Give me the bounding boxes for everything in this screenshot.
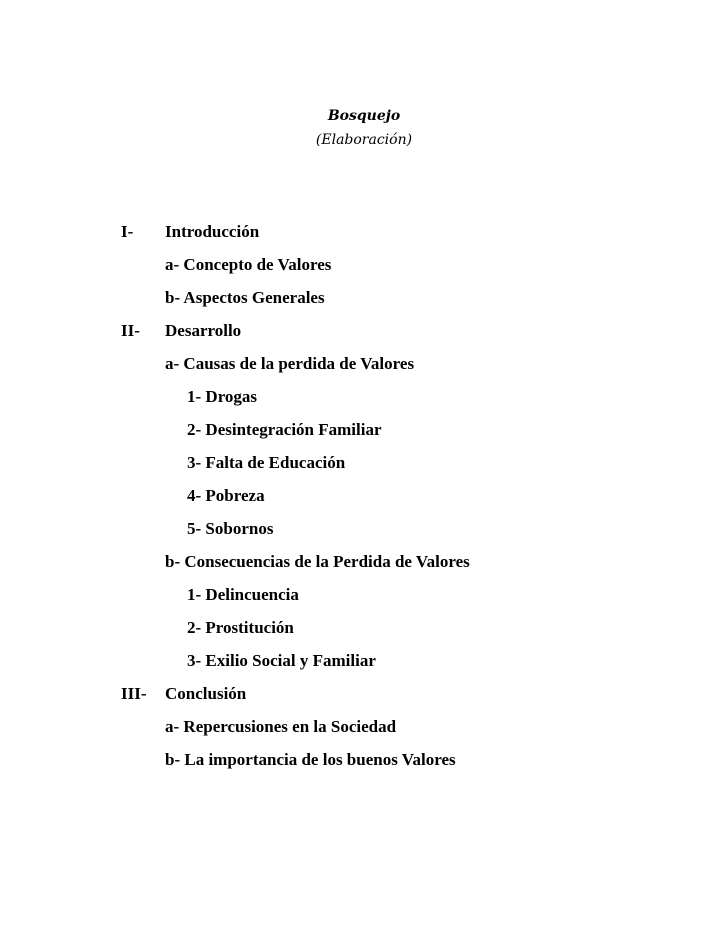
outline-subitem: 5- Sobornos (187, 519, 274, 538)
outline-subitem: 1- Delincuencia (187, 585, 299, 604)
section-heading: Introducción (165, 222, 260, 241)
section-numeral: I- (121, 222, 134, 241)
outline-section-1 (0, 221, 728, 243)
document-title: Bosquejo (327, 108, 401, 124)
outline-item: a- Causas de la perdida de Valores (165, 354, 415, 373)
outline-subitem: 1- Drogas (187, 387, 258, 406)
outline-item: b- La importancia de los buenos Valores (165, 750, 456, 769)
outline-item: a- Concepto de Valores (165, 255, 332, 274)
section-heading: Desarrollo (165, 321, 242, 340)
outline-item: a- Repercusiones en la Sociedad (165, 717, 397, 736)
outline-subitem: 4- Pobreza (187, 486, 265, 505)
outline-subitem: 3- Falta de Educación (187, 453, 346, 472)
section-numeral: III- (121, 684, 147, 703)
document-subtitle: (Elaboración) (315, 132, 413, 148)
outline-item: b- Aspectos Generales (165, 288, 325, 307)
section-heading: Conclusión (165, 684, 247, 703)
outline-subitem: 2- Prostitución (187, 618, 294, 637)
outline-subitem: 3- Exilio Social y Familiar (187, 651, 376, 670)
section-numeral: II- (121, 321, 140, 340)
outline-section-2 (0, 320, 728, 342)
outline-subitem: 2- Desintegración Familiar (187, 420, 382, 439)
outline-section-3 (0, 683, 728, 705)
outline-item: b- Consecuencias de la Perdida de Valores (165, 552, 470, 571)
